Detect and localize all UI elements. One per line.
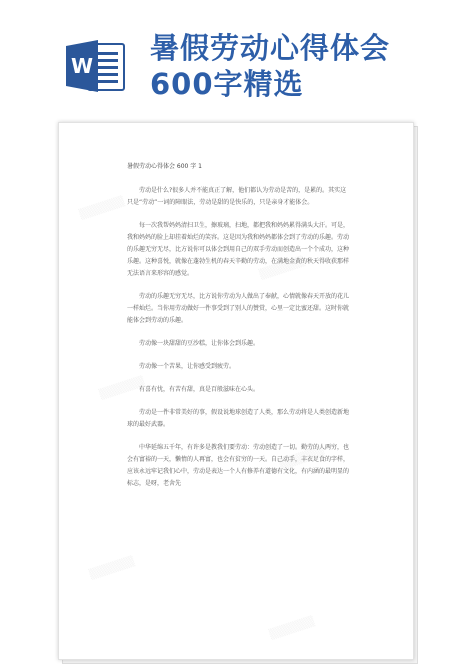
title-line-1: 暑假劳动心得体会 [150,31,391,65]
word-document-icon [66,38,128,94]
document-preview [58,122,416,662]
paragraph: 有喜有忧，有苦有甜，真是百般滋味在心头。 [139,386,260,393]
page-title [150,30,390,102]
header-banner [0,0,474,110]
document-body [127,161,349,501]
paper-page [58,122,414,660]
title-line-2: 600字精选 [150,67,304,101]
paragraph: 劳动是什么?很多人并不能真正了解，他们都认为劳动是苦的，是累的。其实这只是“劳动”一词的障眼法，劳动是甜的是快乐的，只是亲身才能体会。 [127,187,347,206]
paragraph: 劳动像一块甜甜的豆沙糕，让你体会到乐趣。 [139,340,260,347]
paragraph: 劳动像一个苦果，让你感受到疲劳。 [139,363,236,370]
paragraph: 劳动是一件非常美好的事，假设说地球创造了人类，那么劳动将是人类创造新地球的最好武器。 [127,409,350,428]
watermark-pattern: ▒▒▒▒▒▒ ▒▒▒▒▒▒ ▒▒▒▒▒▒ ▒▒▒▒▒▒ ▒▒▒▒▒▒ ▒▒▒▒▒▒ [78,196,326,641]
paragraph: 中华延绵五千年，有许多是教我们要劳动：劳动创造了一切。勤劳的人两穷，也会有富裕的一天，懒惰的人再富，也会有贫穷的一天。自己动手，丰衣足食的字样，应该永远牢记我们心中，劳动是表达一个人有修养有道德有文化，有内涵的最明显的标志，是呀，老舍先 [127,444,350,487]
svg-text:W: W [70,54,94,78]
document-heading: 暑假劳动心得体会 600 字 1 [127,163,202,170]
paragraph: 劳动的乐趣无穷无尽，比方说你劳动为人做出了奉献，心情就像春天开放的花儿一样灿烂。当你用劳动做好一件事受到了别人的赞赏，心里一定比蜜还甜。这时你就能体会到劳动的乐趣。 [127,293,350,324]
paragraph: 每一次我帮妈妈清扫卫生，擦玻璃，扫地，都把我和妈妈累得满头大汗。可是，我和妈妈的脸上却挂着灿烂的笑容。这是因为我和妈妈都体会到了劳动的乐趣。劳动的乐趣无穷无尽，比方说你可以体会到用自己的双手劳动而创造出一个个成功，这种乐趣。这种喜悦，就像在蓬勃生机的春天辛勤的劳动，在满地金黄的秋天得收获那样无法语言来形容的感觉。 [127,222,350,277]
